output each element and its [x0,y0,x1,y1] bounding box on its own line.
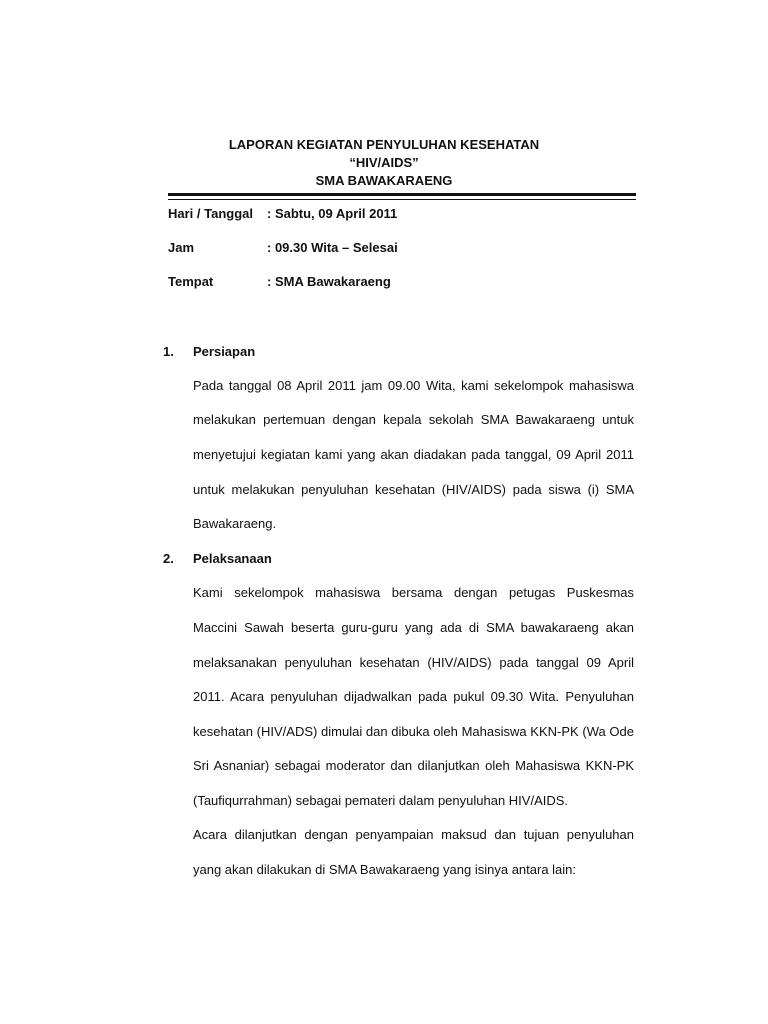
title-divider-thick [168,193,636,196]
paragraph-line: Pada tanggal 08 April 2011 jam 09.00 Wita, kami sekelompok mahasiswa [193,378,634,393]
title-divider-thin [168,199,636,200]
info-value-time: : 09.30 Wita – Selesai [267,240,398,255]
section-number: 1. [163,344,174,359]
paragraph-line: melaksanakan penyuluhan kesehatan (HIV/AIDS) pada tanggal 09 April [193,655,634,670]
paragraph-line: kesehatan (HIV/ADS) dimulai dan dibuka oleh Mahasiswa KKN-PK (Wa Ode [193,724,634,739]
paragraph-line: Kami sekelompok mahasiswa bersama dengan petugas Puskesmas [193,585,634,600]
paragraph-line: untuk melakukan penyuluhan kesehatan (HIV/AIDS) pada siswa (i) SMA [193,482,634,497]
paragraph-line: yang akan dilakukan di SMA Bawakaraeng yang isinya antara lain: [193,862,577,877]
paragraph-line: Sri Asnaniar) sebagai moderator dan dilanjutkan oleh Mahasiswa KKN-PK [193,758,634,773]
info-value-place: : SMA Bawakaraeng [267,274,391,289]
title-line-2: “HIV/AIDS” [349,155,419,170]
section-heading-persiapan [163,342,255,362]
paragraph-line: melakukan pertemuan dengan kepala sekolah SMA Bawakaraeng untuk [193,412,634,427]
section-heading-pelaksanaan [163,549,272,569]
section-title: Pelaksanaan [193,551,272,566]
paragraph-line: (Taufiqurrahman) sebagai pemateri dalam penyuluhan HIV/AIDS. [193,793,569,808]
paragraph-line: menyetujui kegiatan kami yang akan diadakan pada tanggal, 09 April 2011 [193,447,634,462]
paragraph-line: Bawakaraeng. [193,516,277,531]
info-label-time: Jam [168,240,195,255]
paragraph-line: Acara dilanjutkan dengan penyampaian maksud dan tujuan penyuluhan [193,827,634,842]
info-label-date: Hari / Tanggal [168,206,253,221]
report-title [0,136,768,190]
info-value-date: : Sabtu, 09 April 2011 [267,206,398,221]
section-title: Persiapan [193,344,256,359]
paragraph-line: Maccini Sawah beserta guru-guru yang ada di SMA bawakaraeng akan [193,620,634,635]
title-line-3: SMA BAWAKARAENG [315,173,453,188]
info-label-place: Tempat [168,274,214,289]
section-number: 2. [163,551,174,566]
paragraph-line: 2011. Acara penyuluhan dijadwalkan pada pukul 09.30 Wita. Penyuluhan [193,689,634,704]
title-line-1: LAPORAN KEGIATAN PENYULUHAN KESEHATAN [228,137,540,152]
